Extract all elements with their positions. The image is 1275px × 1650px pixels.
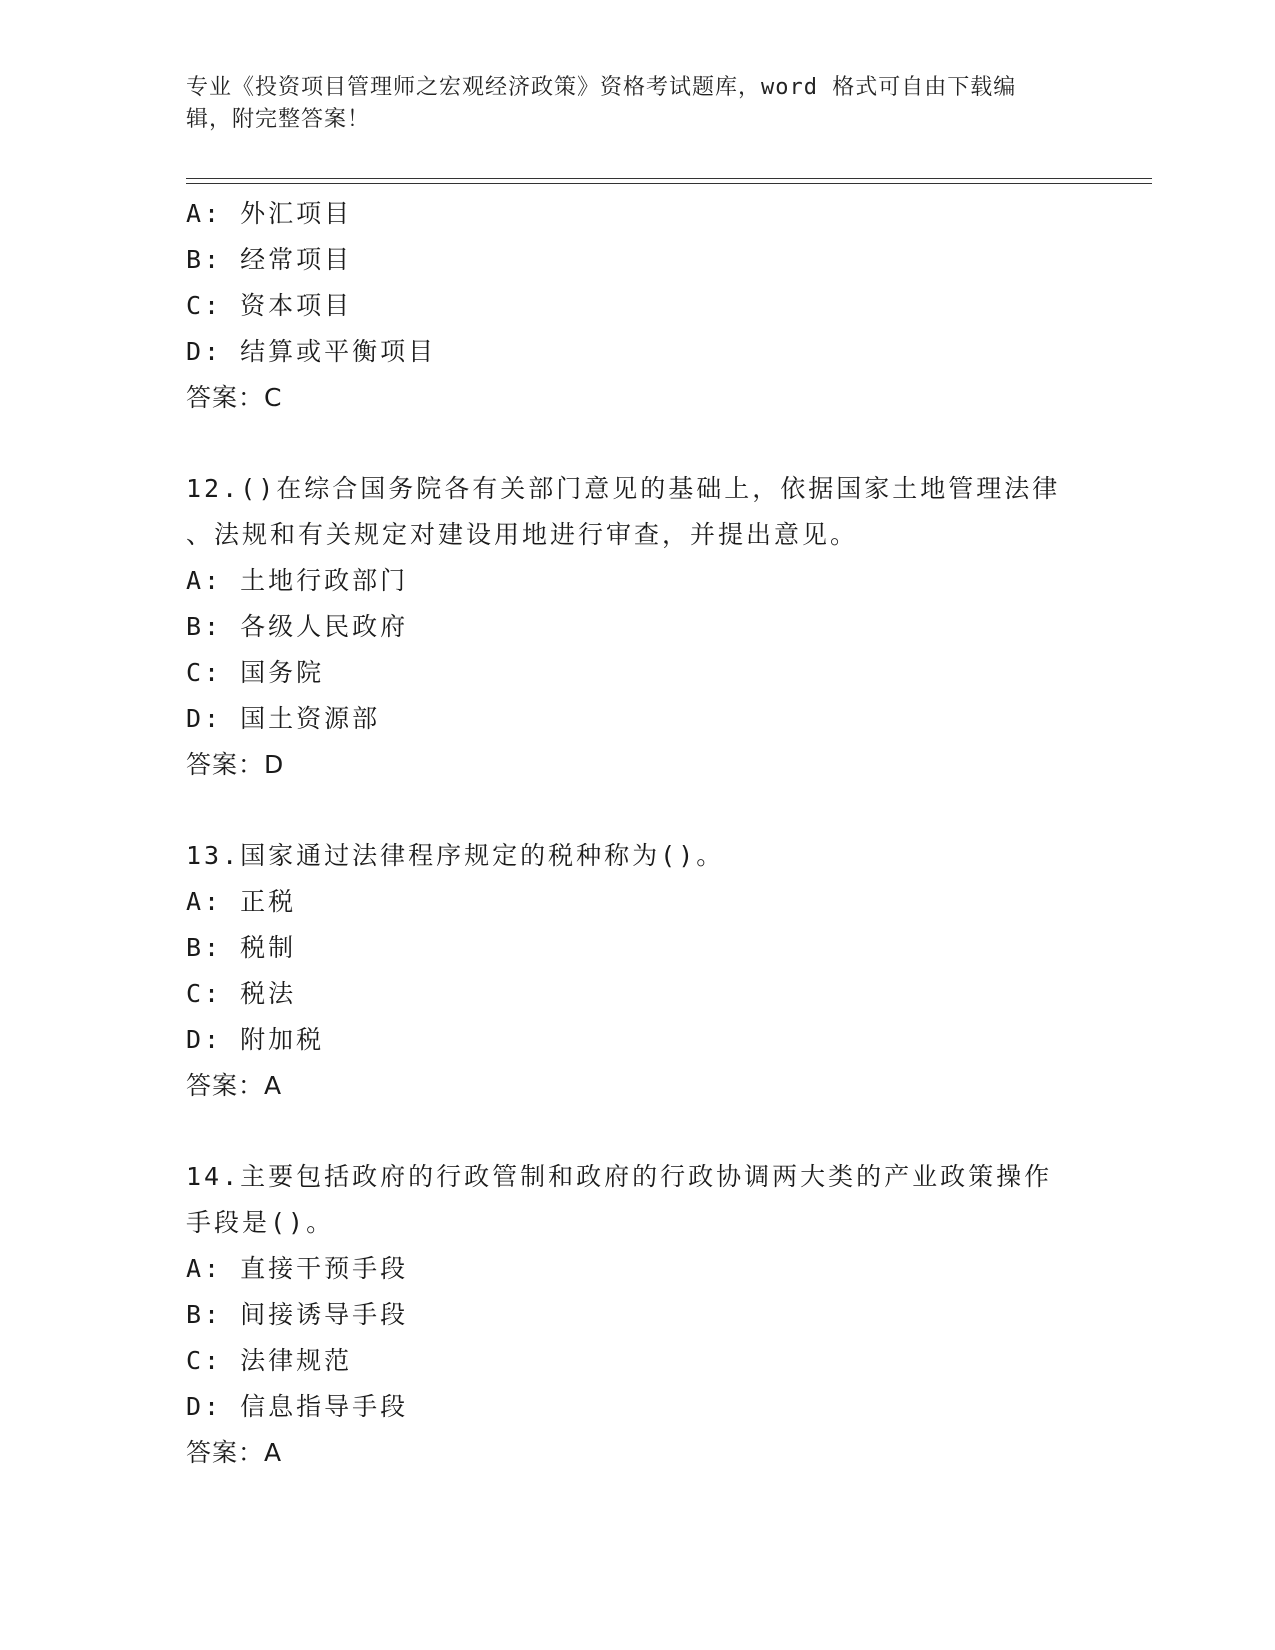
spacer — [186, 1109, 1086, 1154]
question-11 — [186, 191, 1086, 421]
option-a: A: 土地行政部门 — [186, 566, 409, 595]
header-line-2: 辑，附完整答案！ — [186, 107, 371, 132]
answer-line: 答案：A — [186, 1071, 283, 1100]
spacer — [186, 788, 1086, 833]
option-b: B: 各级人民政府 — [186, 612, 409, 641]
option-a: A: 外汇项目 — [186, 199, 353, 228]
option-c: C: 法律规范 — [186, 1346, 353, 1375]
question-12 — [186, 466, 1086, 788]
spacer — [186, 421, 1086, 466]
answer-line: 答案：A — [186, 1438, 283, 1467]
option-d: D: 信息指导手段 — [186, 1392, 409, 1421]
question-13 — [186, 833, 1086, 1109]
option-d: D: 附加税 — [186, 1025, 325, 1054]
header-line-1: 专业《投资项目管理师之宏观经济政策》资格考试题库，word 格式可自由下载编 — [186, 75, 1017, 100]
question-14 — [186, 1154, 1086, 1476]
option-b: B: 间接诱导手段 — [186, 1300, 409, 1329]
answer-line: 答案：C — [186, 383, 283, 412]
question-stem: 13.国家通过法律程序规定的税种称为()。 — [186, 841, 725, 870]
option-b: B: 税制 — [186, 933, 297, 962]
document-header — [186, 72, 1066, 136]
option-a: A: 正税 — [186, 887, 297, 916]
answer-line: 答案：D — [186, 750, 285, 779]
question-stem: 14.主要包括政府的行政管制和政府的行政协调两大类的产业政策操作 — [186, 1162, 1053, 1191]
question-stem-continued: 、法规和有关规定对建设用地进行审查，并提出意见。 — [186, 520, 859, 549]
option-a: A: 直接干预手段 — [186, 1254, 409, 1283]
option-c: C: 国务院 — [186, 658, 325, 687]
option-d: D: 国土资源部 — [186, 704, 381, 733]
question-list — [186, 191, 1086, 1476]
question-stem: 12.()在综合国务院各有关部门意见的基础上，依据国家土地管理法律 — [186, 474, 1061, 503]
option-b: B: 经常项目 — [186, 245, 353, 274]
header-divider-bottom — [186, 183, 1152, 184]
question-stem-continued: 手段是()。 — [186, 1208, 335, 1237]
option-c: C: 资本项目 — [186, 291, 353, 320]
header-divider-top — [186, 178, 1152, 179]
option-d: D: 结算或平衡项目 — [186, 337, 437, 366]
option-c: C: 税法 — [186, 979, 297, 1008]
